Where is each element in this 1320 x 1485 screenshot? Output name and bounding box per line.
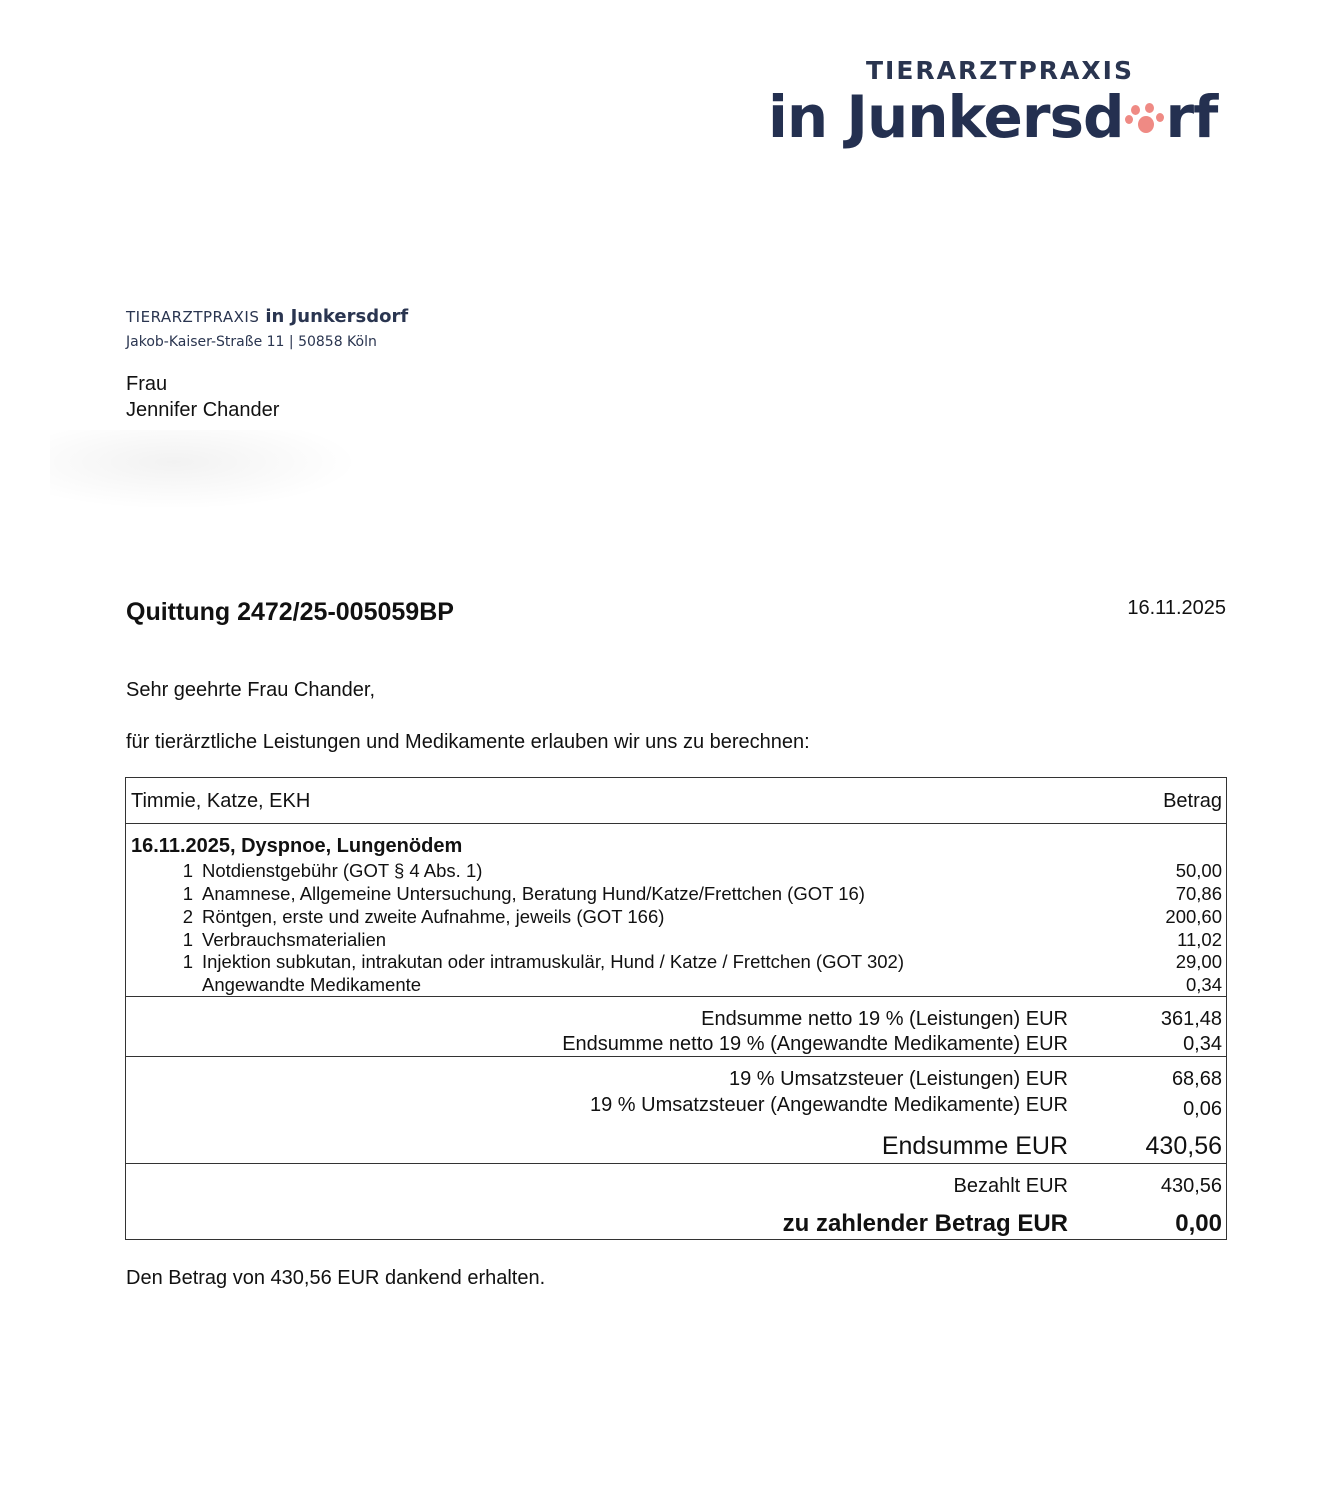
item-qty: 2 — [182, 906, 193, 927]
sender-praxis: TIERARZTPRAXIS — [126, 308, 260, 326]
divider — [126, 1056, 1226, 1057]
item-amount: 0,34 — [1185, 974, 1222, 995]
invoice-table — [125, 777, 1227, 1240]
total-value: 430,56 — [1145, 1132, 1222, 1160]
item-qty: 1 — [182, 951, 193, 972]
redacted-address — [50, 430, 360, 510]
divider — [126, 823, 1226, 824]
greeting: Sehr geehrte Frau Chander, — [126, 679, 376, 701]
logo-text-a: in Junkersd — [768, 83, 1124, 151]
item-amount: 29,00 — [1175, 951, 1222, 972]
item-desc: Notdienstgebühr (GOT § 4 Abs. 1) — [202, 860, 483, 881]
item-desc: Angewandte Medikamente — [202, 974, 422, 995]
item-qty: 1 — [182, 929, 193, 950]
item-amount: 11,02 — [1177, 929, 1222, 950]
treatment-heading: 16.11.2025, Dyspnoe, Lungenödem — [131, 835, 463, 857]
amount-due-value: 0,00 — [1175, 1210, 1222, 1237]
sender-line — [126, 306, 408, 327]
net-services-label: Endsumme netto 19 % (Leistungen) EUR — [701, 1008, 1068, 1030]
divider — [126, 1163, 1226, 1164]
receipt-confirmation: Den Betrag von 430,56 EUR dankend erhalten. — [126, 1267, 546, 1289]
patient-header: Timmie, Katze, EKH — [131, 790, 311, 812]
vat-meds-value: 0,06 — [1183, 1098, 1222, 1120]
sender-address: Jakob-Kaiser-Straße 11 | 50858 Köln — [126, 334, 377, 350]
item-qty: 1 — [182, 883, 193, 904]
item-qty: 1 — [182, 860, 193, 881]
item-amount: 50,00 — [1175, 860, 1222, 881]
net-meds-value: 0,34 — [1183, 1033, 1222, 1055]
logo-subtitle: TIERARZTPRAXIS — [866, 56, 1134, 85]
document-title: Quittung 2472/25-005059BP — [126, 598, 454, 626]
item-desc: Injektion subkutan, intrakutan oder intramuskulär, Hund / Katze / Frettchen (GOT 302) — [202, 951, 904, 972]
item-desc: Anamnese, Allgemeine Untersuchung, Beratung Hund/Katze/Frettchen (GOT 16) — [202, 883, 865, 904]
document-date: 16.11.2025 — [1127, 597, 1226, 619]
line-item — [126, 906, 1226, 929]
item-amount: 70,86 — [1175, 883, 1222, 904]
line-item — [126, 951, 1226, 974]
logo-text-b: rf — [1165, 83, 1218, 151]
vat-meds-label: 19 % Umsatzsteuer (Angewandte Medikamente) EUR — [590, 1094, 1068, 1116]
paw-icon — [1125, 103, 1165, 139]
divider — [126, 996, 1226, 997]
recipient-salutation: Frau — [126, 373, 168, 395]
recipient-name: Jennifer Chander — [126, 399, 280, 421]
net-services-value: 361,48 — [1160, 1008, 1222, 1030]
amount-due-label: zu zahlender Betrag EUR — [782, 1210, 1068, 1237]
total-label: Endsumme EUR — [881, 1132, 1068, 1160]
sender-name: in Junkersdorf — [265, 306, 409, 327]
line-item — [126, 929, 1226, 952]
paid-label: Bezahlt EUR — [953, 1175, 1068, 1197]
paid-value: 430,56 — [1160, 1175, 1222, 1197]
item-desc: Verbrauchsmaterialien — [202, 929, 387, 950]
line-item — [126, 883, 1226, 906]
line-item — [126, 974, 1226, 997]
amount-header: Betrag — [1163, 790, 1222, 812]
intro-text: für tierärztliche Leistungen und Medikamente erlauben wir uns zu berechnen: — [126, 731, 810, 753]
vat-services-label: 19 % Umsatzsteuer (Leistungen) EUR — [728, 1068, 1068, 1090]
net-meds-label: Endsumme netto 19 % (Angewandte Medikamente) EUR — [562, 1033, 1068, 1055]
logo — [768, 83, 1218, 151]
line-item — [126, 860, 1226, 883]
item-desc: Röntgen, erste und zweite Aufnahme, jeweils (GOT 166) — [202, 906, 665, 927]
vat-services-value: 68,68 — [1171, 1068, 1222, 1090]
item-amount: 200,60 — [1165, 906, 1222, 927]
